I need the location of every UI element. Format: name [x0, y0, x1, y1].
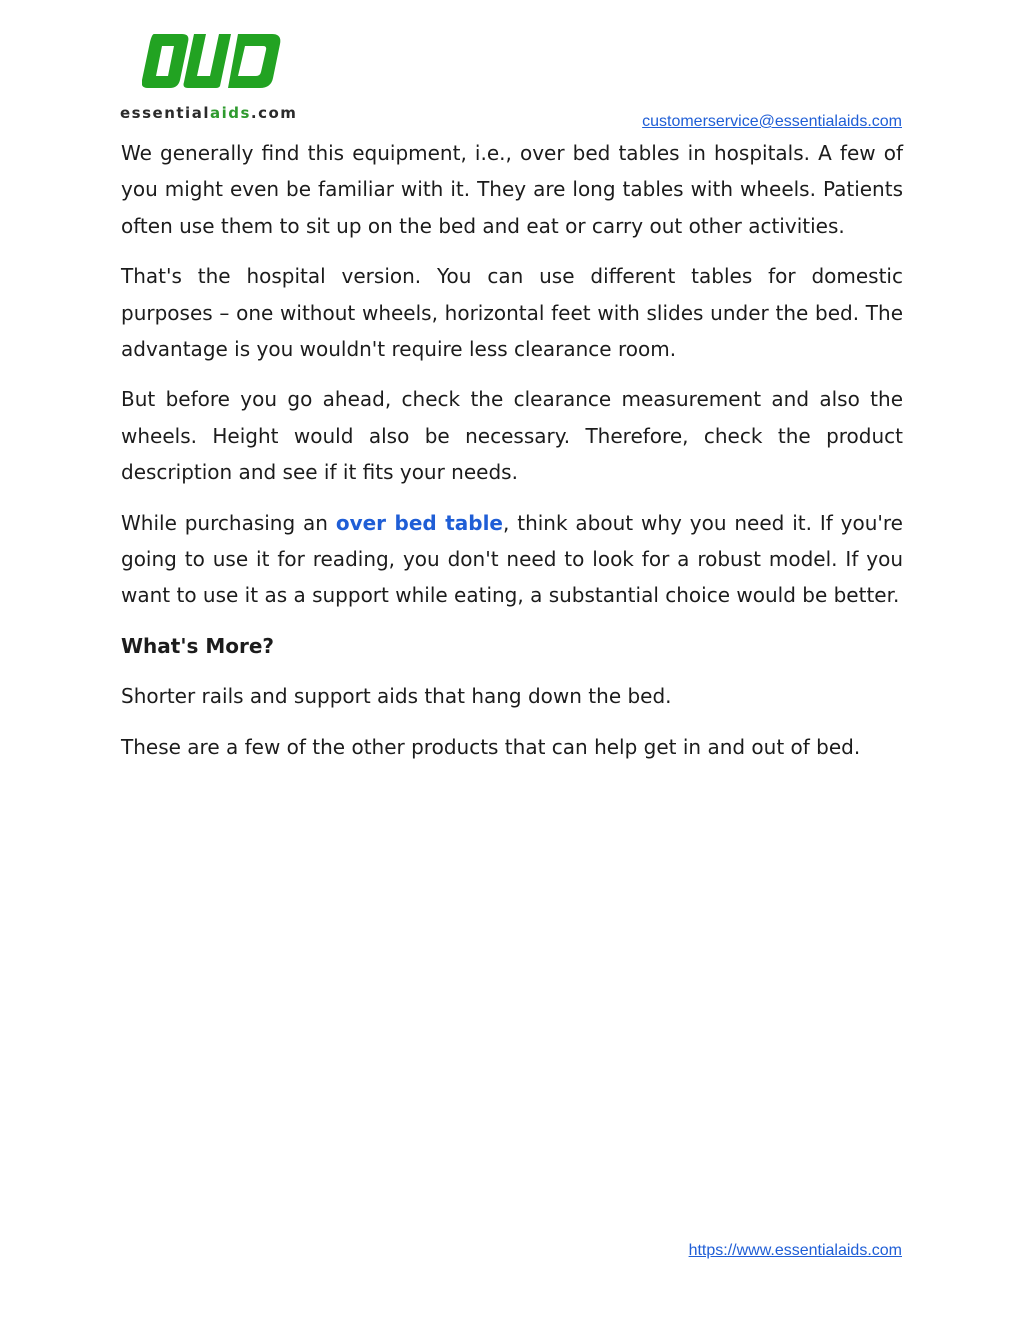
paragraph-clearance: But before you go ahead, check the clearance measurement and also the wheels. Height would also be necessary. Therefore, check the product description and see if it fits your needs. [121, 387, 903, 485]
paragraph-other-products: These are a few of the other products that can help get in and out of bed. [121, 734, 861, 759]
logo-wordmark: essentialaids.com [120, 104, 298, 122]
paragraph-intro: We generally find this equipment, i.e., over bed tables in hospitals. A few of you might even be familiar with it. They are long tables with wheels. Patients often use them to sit up on the bed and eat or carry out other activities. [121, 141, 903, 238]
section-heading: What's More? [121, 633, 275, 658]
paragraph-rails: Shorter rails and support aids that hang down the bed. [121, 684, 672, 709]
essentialaids-logo-icon [142, 30, 282, 92]
paragraph-purchasing: While purchasing an over bed table, think about why you need it. If you're going to use it for reading, you don't need to look for a robust model. If you want to use it as a support while eating, a substantial choice would be better. [121, 510, 903, 608]
article-body [121, 135, 903, 779]
website-link[interactable]: https://www.essentialaids.com [688, 1242, 902, 1259]
over-bed-table-link[interactable]: over bed table [335, 510, 503, 535]
brand-logo[interactable] [120, 30, 300, 125]
paragraph-hospital-version: That's the hospital version. You can use different tables for domestic purposes – one without wheels, horizontal feet with slides under the bed. The advantage is you wouldn't require less clearance room. [121, 264, 903, 362]
customer-service-email-link[interactable]: customerservice@essentialaids.com [642, 113, 902, 130]
